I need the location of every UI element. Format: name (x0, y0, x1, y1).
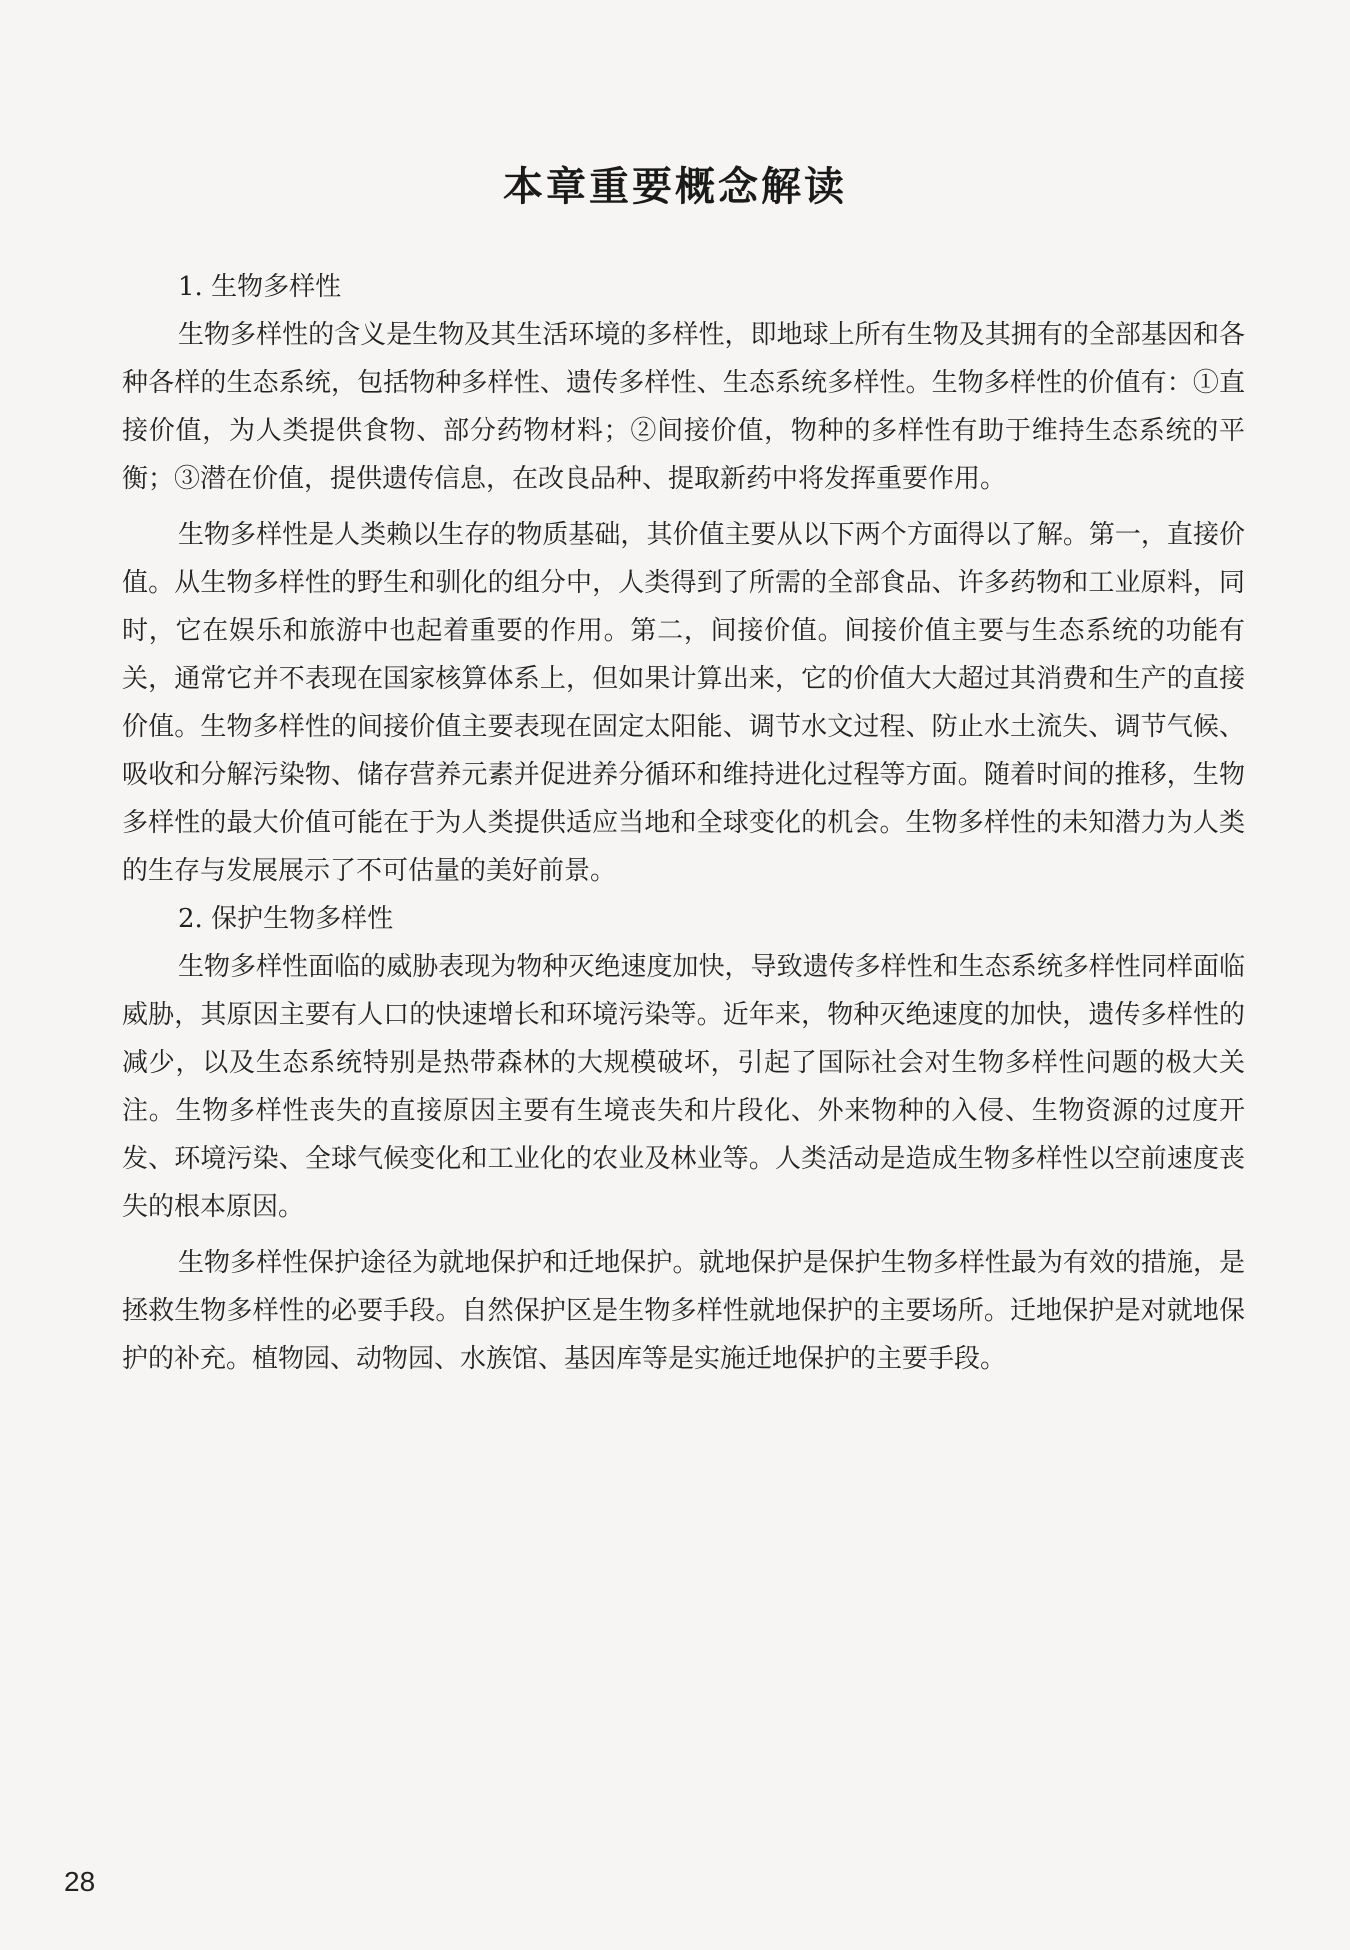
page-number: 28 (64, 1866, 96, 1897)
paragraph: 生物多样性是人类赖以生存的物质基础，其价值主要从以下两个方面得以了解。第一，直接价值。从生物多样性的野生和驯化的组分中，人类得到了所需的全部食品、许多药物和工业原料，同时，它在娱乐和旅游中也起着重要的作用。第二，间接价值。间接价值主要与生态系统的功能有关，通常它并不表现在国家核算体系上，但如果计算出来，它的价值大大超过其消费和生产的直接价值。生物多样性的间接价值主要表现在固定太阳能、调节水文过程、防止水土流失、调节气候、吸收和分解污染物、储存营养元素并促进养分循环和维持进化过程等方面。随着时间的推移，生物多样性的最大价值可能在于为人类提供适应当地和全球变化的机会。生物多样性的未知潜力为人类的生存与发展展示了不可估量的美好前景。 (122, 520, 1245, 886)
section-heading: 2. 保护生物多样性 (178, 904, 394, 934)
paragraph: 生物多样性保护途径为就地保护和迁地保护。就地保护是保护生物多样性最为有效的措施，是拯救生物多样性的必要手段。自然保护区是生物多样性就地保护的主要场所。迁地保护是对就地保护的补充。植物园、动物园、水族馆、基因库等是实施迁地保护的主要手段。 (122, 1248, 1245, 1374)
paragraph: 生物多样性的含义是生物及其生活环境的多样性，即地球上所有生物及其拥有的全部基因和各种各样的生态系统，包括物种多样性、遗传多样性、生态系统多样性。生物多样性的价值有：①直接价值，为人类提供食物、部分药物材料；②间接价值，物种的多样性有助于维持生态系统的平衡；③潜在价值，提供遗传信息，在改良品种、提取新药中将发挥重要作用。 (122, 320, 1245, 494)
chapter-title: 本章重要概念解读 (503, 164, 847, 210)
content-body (122, 263, 1245, 1383)
section-biodiversity (122, 263, 1245, 895)
paragraph: 生物多样性面临的威胁表现为物种灭绝速度加快，导致遗传多样性和生态系统多样性同样面临威胁，其原因主要有人口的快速增长和环境污染等。近年来，物种灭绝速度的加快，遗传多样性的减少，以及生态系统特别是热带森林的大规模破坏，引起了国际社会对生物多样性问题的极大关注。生物多样性丧失的直接原因主要有生境丧失和片段化、外来物种的入侵、生物资源的过度开发、环境污染、全球气候变化和工业化的农业及林业等。人类活动是造成生物多样性以空前速度丧失的根本原因。 (122, 952, 1245, 1222)
section-protect-biodiversity (122, 895, 1245, 1383)
section-heading: 1. 生物多样性 (178, 272, 342, 302)
